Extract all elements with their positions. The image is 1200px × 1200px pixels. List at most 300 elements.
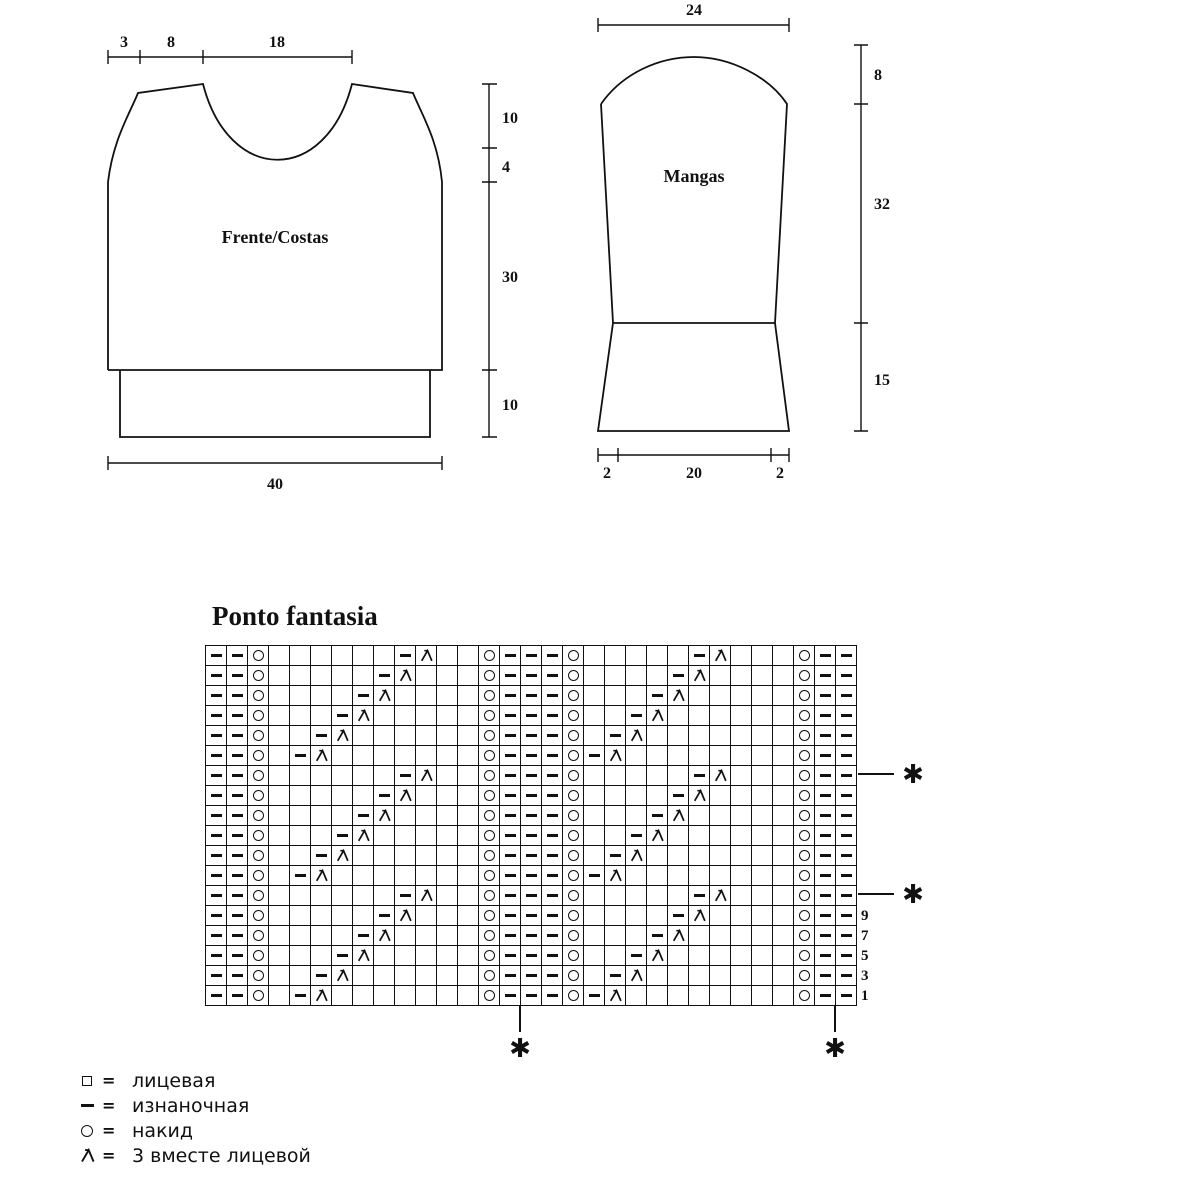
knit-cell bbox=[731, 846, 752, 866]
knit-cell bbox=[668, 826, 689, 846]
k3tog-cell bbox=[626, 966, 647, 986]
knit-cell bbox=[689, 806, 710, 826]
knit-cell bbox=[605, 766, 626, 786]
purl-cell bbox=[815, 746, 836, 766]
yarn-over-cell bbox=[479, 906, 500, 926]
knit-cell bbox=[773, 806, 794, 826]
knit-cell bbox=[437, 646, 458, 666]
knit-cell bbox=[458, 646, 479, 666]
legend-purl-label: изнаночная bbox=[132, 1094, 250, 1117]
knit-cell bbox=[416, 926, 437, 946]
yarn-over-cell bbox=[563, 726, 584, 746]
purl-cell bbox=[374, 666, 395, 686]
knit-cell bbox=[668, 706, 689, 726]
knit-cell bbox=[437, 806, 458, 826]
knit-cell bbox=[437, 946, 458, 966]
purl-cell bbox=[626, 826, 647, 846]
knit-cell bbox=[395, 966, 416, 986]
purl-cell bbox=[227, 686, 248, 706]
knit-cell bbox=[269, 866, 290, 886]
measure-sleeve-15: 15 bbox=[874, 372, 890, 389]
yarn-over-cell bbox=[563, 646, 584, 666]
knit-cell bbox=[311, 706, 332, 726]
knit-cell bbox=[689, 866, 710, 886]
purl-cell bbox=[353, 686, 374, 706]
knit-cell bbox=[269, 826, 290, 846]
measure-40: 40 bbox=[267, 476, 283, 493]
knit-cell bbox=[374, 746, 395, 766]
knit-cell bbox=[710, 806, 731, 826]
purl-cell bbox=[836, 666, 857, 686]
knit-cell bbox=[710, 726, 731, 746]
knit-cell bbox=[311, 906, 332, 926]
knit-cell bbox=[710, 706, 731, 726]
knit-cell bbox=[437, 926, 458, 946]
knit-cell bbox=[290, 846, 311, 866]
knit-cell bbox=[437, 966, 458, 986]
knit-cell bbox=[395, 946, 416, 966]
k3tog-cell bbox=[668, 806, 689, 826]
yarn-over-cell bbox=[794, 926, 815, 946]
k3tog-cell bbox=[374, 806, 395, 826]
chart-row bbox=[206, 866, 857, 886]
knit-cell bbox=[374, 826, 395, 846]
knit-cell bbox=[689, 686, 710, 706]
knit-cell bbox=[332, 866, 353, 886]
k3tog-cell bbox=[311, 866, 332, 886]
purl-cell bbox=[815, 846, 836, 866]
purl-cell bbox=[500, 866, 521, 886]
measure-24: 24 bbox=[686, 2, 702, 19]
knit-cell bbox=[731, 706, 752, 726]
purl-cell bbox=[815, 706, 836, 726]
yarn-over-cell bbox=[248, 946, 269, 966]
sleeve-side-measure-line bbox=[854, 45, 868, 431]
knit-cell bbox=[374, 846, 395, 866]
knit-cell bbox=[605, 926, 626, 946]
purl-cell bbox=[815, 646, 836, 666]
knit-cell bbox=[731, 746, 752, 766]
knit-cell bbox=[290, 786, 311, 806]
purl-cell bbox=[521, 806, 542, 826]
purl-cell bbox=[836, 986, 857, 1006]
knit-cell bbox=[752, 786, 773, 806]
chart-row-number: 5 bbox=[861, 948, 869, 964]
knit-cell bbox=[437, 846, 458, 866]
knit-cell bbox=[311, 806, 332, 826]
knit-cell bbox=[605, 706, 626, 726]
purl-cell bbox=[647, 926, 668, 946]
purl-cell bbox=[500, 686, 521, 706]
knit-cell bbox=[689, 706, 710, 726]
k3tog-cell bbox=[395, 786, 416, 806]
knit-cell bbox=[752, 766, 773, 786]
knit-cell bbox=[374, 706, 395, 726]
knit-cell bbox=[605, 646, 626, 666]
knit-cell bbox=[731, 646, 752, 666]
knit-cell bbox=[395, 726, 416, 746]
knit-cell bbox=[290, 766, 311, 786]
knit-cell bbox=[689, 826, 710, 846]
purl-cell bbox=[815, 966, 836, 986]
knit-cell bbox=[773, 906, 794, 926]
purl-cell bbox=[206, 706, 227, 726]
repeat-marker-line-top bbox=[858, 773, 894, 775]
yarn-over-cell bbox=[248, 726, 269, 746]
k3tog-cell bbox=[416, 646, 437, 666]
purl-cell bbox=[206, 866, 227, 886]
purl-cell bbox=[521, 986, 542, 1006]
legend-equals: = bbox=[102, 1071, 116, 1090]
purl-cell bbox=[521, 866, 542, 886]
knit-cell bbox=[374, 866, 395, 886]
knit-cell bbox=[458, 726, 479, 746]
purl-cell bbox=[500, 966, 521, 986]
knit-cell bbox=[332, 646, 353, 666]
purl-cell bbox=[542, 846, 563, 866]
knit-cell bbox=[752, 686, 773, 706]
chart-row-number: 9 bbox=[861, 908, 869, 924]
knit-cell bbox=[395, 926, 416, 946]
knit-cell bbox=[689, 926, 710, 946]
purl-cell bbox=[542, 746, 563, 766]
knit-cell bbox=[668, 966, 689, 986]
knit-cell bbox=[752, 966, 773, 986]
knit-cell bbox=[290, 806, 311, 826]
knit-cell bbox=[269, 686, 290, 706]
knit-cell bbox=[584, 906, 605, 926]
knit-cell bbox=[311, 666, 332, 686]
front-back-top-measure-line bbox=[108, 50, 352, 64]
purl-cell bbox=[542, 806, 563, 826]
purl-cell bbox=[815, 726, 836, 746]
knit-cell bbox=[374, 946, 395, 966]
purl-cell bbox=[542, 826, 563, 846]
sleeve-top-measure-line bbox=[598, 18, 789, 32]
measure-18: 18 bbox=[269, 34, 285, 51]
purl-cell bbox=[815, 766, 836, 786]
purl-cell bbox=[815, 686, 836, 706]
knit-cell bbox=[668, 766, 689, 786]
purl-cell bbox=[521, 906, 542, 926]
knit-cell bbox=[689, 946, 710, 966]
knit-cell bbox=[752, 926, 773, 946]
knit-cell bbox=[311, 926, 332, 946]
knit-cell bbox=[416, 726, 437, 746]
measure-8: 8 bbox=[167, 34, 175, 51]
knit-cell bbox=[731, 886, 752, 906]
yarn-over-cell bbox=[794, 826, 815, 846]
purl-cell bbox=[815, 806, 836, 826]
knit-cell bbox=[290, 726, 311, 746]
knit-cell bbox=[668, 846, 689, 866]
purl-cell bbox=[206, 846, 227, 866]
knit-cell bbox=[626, 666, 647, 686]
yarn-over-cell bbox=[794, 766, 815, 786]
knit-cell bbox=[710, 666, 731, 686]
yarn-over-cell bbox=[248, 846, 269, 866]
purl-cell bbox=[836, 866, 857, 886]
purl-cell bbox=[206, 946, 227, 966]
legend-k3tog-label: 3 вместе лицевой bbox=[132, 1144, 311, 1167]
yarn-over-cell bbox=[563, 986, 584, 1006]
knit-cell bbox=[395, 686, 416, 706]
knit-cell bbox=[269, 986, 290, 1006]
yarn-over-cell bbox=[248, 906, 269, 926]
purl-cell bbox=[521, 686, 542, 706]
purl-cell bbox=[227, 866, 248, 886]
yarn-over-cell bbox=[248, 926, 269, 946]
sleeve-label: Mangas bbox=[663, 166, 725, 186]
knit-cell bbox=[773, 786, 794, 806]
knit-cell bbox=[731, 766, 752, 786]
yarn-over-cell bbox=[563, 806, 584, 826]
measure-sleeve-8: 8 bbox=[874, 67, 882, 84]
knit-cell bbox=[437, 786, 458, 806]
purl-cell bbox=[227, 826, 248, 846]
knit-cell bbox=[269, 926, 290, 946]
knit-cell bbox=[773, 866, 794, 886]
knit-cell bbox=[416, 946, 437, 966]
knit-cell bbox=[584, 926, 605, 946]
knit-cell bbox=[332, 806, 353, 826]
knit-cell bbox=[374, 886, 395, 906]
knit-cell bbox=[689, 746, 710, 766]
purl-cell bbox=[206, 786, 227, 806]
knit-cell bbox=[269, 886, 290, 906]
knit-cell bbox=[374, 646, 395, 666]
knit-cell bbox=[458, 966, 479, 986]
yarn-over-cell bbox=[563, 906, 584, 926]
purl-cell bbox=[542, 966, 563, 986]
knit-cell bbox=[332, 786, 353, 806]
purl-cell bbox=[500, 806, 521, 826]
knit-cell bbox=[584, 706, 605, 726]
knit-cell bbox=[374, 766, 395, 786]
yarn-over-cell bbox=[479, 826, 500, 846]
knit-cell bbox=[731, 826, 752, 846]
k3tog-cell bbox=[416, 886, 437, 906]
measure-10-top: 10 bbox=[502, 110, 518, 127]
knit-cell bbox=[458, 846, 479, 866]
yarn-over-cell bbox=[794, 986, 815, 1006]
knit-cell bbox=[773, 646, 794, 666]
knit-cell bbox=[353, 746, 374, 766]
knit-cell bbox=[458, 986, 479, 1006]
purl-cell bbox=[836, 706, 857, 726]
knit-cell bbox=[773, 686, 794, 706]
purl-cell bbox=[290, 866, 311, 886]
front-back-schematic bbox=[108, 34, 518, 493]
purl-cell bbox=[521, 926, 542, 946]
purl-cell bbox=[500, 766, 521, 786]
knit-cell bbox=[332, 666, 353, 686]
knit-cell bbox=[710, 746, 731, 766]
knit-cell bbox=[731, 866, 752, 886]
k3tog-cell bbox=[689, 906, 710, 926]
k3tog-cell bbox=[353, 706, 374, 726]
knit-cell bbox=[395, 866, 416, 886]
purl-cell bbox=[227, 786, 248, 806]
knit-cell bbox=[584, 826, 605, 846]
knit-cell bbox=[458, 906, 479, 926]
knit-cell bbox=[668, 726, 689, 746]
yarn-over-cell bbox=[794, 726, 815, 746]
knit-cell bbox=[710, 686, 731, 706]
knit-cell bbox=[605, 906, 626, 926]
k3tog-cell bbox=[668, 686, 689, 706]
knit-cell bbox=[668, 866, 689, 886]
knit-cell bbox=[416, 826, 437, 846]
knit-cell bbox=[626, 686, 647, 706]
purl-cell bbox=[521, 726, 542, 746]
knit-cell bbox=[731, 946, 752, 966]
knit-cell bbox=[311, 946, 332, 966]
knit-cell bbox=[626, 766, 647, 786]
k3tog-cell bbox=[668, 926, 689, 946]
garment-schematics bbox=[0, 0, 1200, 540]
knit-cell bbox=[269, 786, 290, 806]
knit-cell bbox=[710, 846, 731, 866]
purl-cell bbox=[227, 706, 248, 726]
purl-cell bbox=[500, 946, 521, 966]
purl-cell bbox=[500, 726, 521, 746]
knit-cell bbox=[269, 966, 290, 986]
repeat-asterisk-bottom-left: ✱ bbox=[509, 1034, 531, 1064]
purl-cell bbox=[626, 946, 647, 966]
chart-row bbox=[206, 886, 857, 906]
purl-cell bbox=[521, 946, 542, 966]
knit-cell bbox=[773, 886, 794, 906]
purl-cell bbox=[374, 906, 395, 926]
knit-cell bbox=[647, 746, 668, 766]
knit-cell bbox=[752, 706, 773, 726]
knit-cell bbox=[752, 946, 773, 966]
purl-cell bbox=[836, 846, 857, 866]
knit-cell bbox=[773, 986, 794, 1006]
knit-cell bbox=[710, 946, 731, 966]
knit-cell bbox=[311, 886, 332, 906]
yarn-over-cell bbox=[563, 786, 584, 806]
purl-cell bbox=[500, 906, 521, 926]
knit-cell bbox=[395, 826, 416, 846]
knit-cell bbox=[290, 966, 311, 986]
repeat-marker-line-left bbox=[519, 1006, 521, 1032]
knit-cell bbox=[395, 846, 416, 866]
k3tog-icon bbox=[72, 1147, 102, 1164]
purl-cell bbox=[227, 946, 248, 966]
legend-knit-label: лицевая bbox=[132, 1069, 216, 1092]
purl-cell bbox=[227, 986, 248, 1006]
yarn-over-cell bbox=[794, 706, 815, 726]
knit-cell bbox=[584, 846, 605, 866]
purl-cell bbox=[311, 846, 332, 866]
purl-cell bbox=[836, 686, 857, 706]
yarn-over-cell bbox=[794, 786, 815, 806]
yarn-over-cell bbox=[794, 806, 815, 826]
knit-cell bbox=[668, 646, 689, 666]
yarn-over-cell bbox=[794, 906, 815, 926]
k3tog-cell bbox=[689, 666, 710, 686]
knit-cell bbox=[689, 846, 710, 866]
purl-cell bbox=[227, 746, 248, 766]
knit-cell bbox=[605, 686, 626, 706]
knit-cell bbox=[647, 866, 668, 886]
knit-cell bbox=[584, 966, 605, 986]
knit-cell bbox=[626, 646, 647, 666]
k3tog-cell bbox=[605, 746, 626, 766]
knit-cell bbox=[647, 986, 668, 1006]
purl-cell bbox=[227, 966, 248, 986]
purl-cell bbox=[605, 966, 626, 986]
yarn-over-cell bbox=[563, 766, 584, 786]
knit-cell bbox=[605, 786, 626, 806]
purl-cell bbox=[206, 806, 227, 826]
yarn-over-cell bbox=[479, 966, 500, 986]
knit-cell bbox=[584, 726, 605, 746]
purl-cell bbox=[206, 686, 227, 706]
purl-dash-icon bbox=[72, 1104, 102, 1107]
knit-cell bbox=[395, 986, 416, 1006]
yarn-over-cell bbox=[563, 926, 584, 946]
knit-cell bbox=[290, 666, 311, 686]
knit-cell bbox=[689, 986, 710, 1006]
knit-cell bbox=[269, 766, 290, 786]
purl-cell bbox=[542, 946, 563, 966]
purl-cell bbox=[227, 906, 248, 926]
purl-cell bbox=[227, 806, 248, 826]
legend-item-k3tog bbox=[72, 1143, 311, 1168]
knit-cell bbox=[731, 986, 752, 1006]
purl-cell bbox=[521, 746, 542, 766]
knit-cell bbox=[710, 966, 731, 986]
yarn-over-cell bbox=[479, 926, 500, 946]
knit-cell bbox=[626, 786, 647, 806]
legend-equals: = bbox=[102, 1121, 116, 1140]
knit-cell bbox=[353, 666, 374, 686]
knit-cell bbox=[626, 866, 647, 886]
purl-cell bbox=[542, 686, 563, 706]
knit-cell bbox=[332, 986, 353, 1006]
knit-cell bbox=[773, 706, 794, 726]
knit-cell bbox=[416, 966, 437, 986]
purl-cell bbox=[668, 666, 689, 686]
knit-cell bbox=[374, 726, 395, 746]
knit-cell bbox=[374, 966, 395, 986]
knit-cell bbox=[353, 966, 374, 986]
purl-cell bbox=[836, 726, 857, 746]
purl-cell bbox=[500, 746, 521, 766]
chart-row bbox=[206, 646, 857, 666]
knit-cell bbox=[752, 726, 773, 746]
knit-cell bbox=[773, 726, 794, 746]
k3tog-cell bbox=[710, 886, 731, 906]
yarn-over-cell bbox=[248, 886, 269, 906]
yarn-over-cell bbox=[794, 846, 815, 866]
knit-cell bbox=[647, 726, 668, 746]
chart-row bbox=[206, 846, 857, 866]
k3tog-cell bbox=[353, 946, 374, 966]
purl-cell bbox=[206, 766, 227, 786]
symbol-legend bbox=[72, 1068, 311, 1168]
purl-cell bbox=[584, 866, 605, 886]
chart-row bbox=[206, 906, 869, 926]
knit-cell bbox=[416, 786, 437, 806]
sleeve-schematic bbox=[598, 2, 890, 482]
k3tog-cell bbox=[311, 746, 332, 766]
k3tog-cell bbox=[605, 986, 626, 1006]
k3tog-cell bbox=[374, 686, 395, 706]
